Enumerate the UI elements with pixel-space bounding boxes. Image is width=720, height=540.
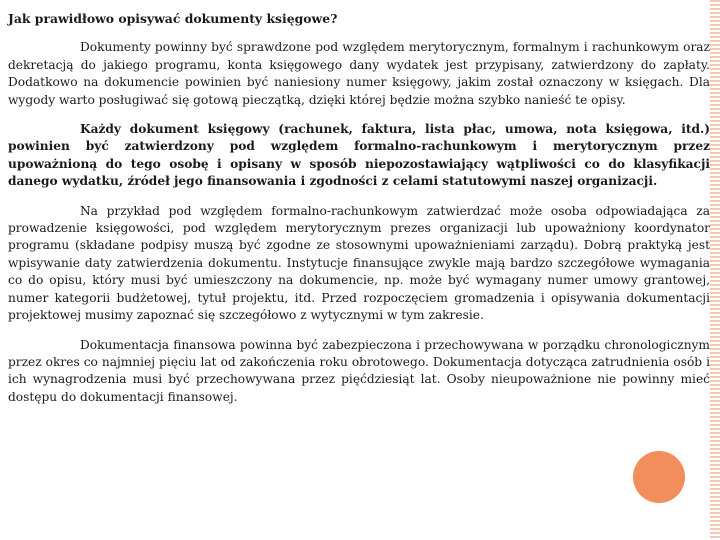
paragraph-document-approval: Każdy dokument księgowy (rachunek, faktura, lista płac, umowa, nota księgowa, itd.) powinien być zatwierdzony pod względem formalno-rachunkowym i merytorycznym przez upoważnioną do tego osobę i opisany w sposób niepozostawiający wątpliwości co do klasyfikacji danego wydatku, źródeł jego finansowania i zgodności z celami statutowymi naszej organizacji. bbox=[8, 122, 710, 189]
slide-content bbox=[8, 10, 710, 406]
slide-heading: Jak prawidłowo opisywać dokumenty księgowe? bbox=[8, 11, 338, 26]
paragraph-approval-example: Na przykład pod względem formalno-rachunkowym zatwierdzać może osoba odpowiadająca za prowadzenie księgowości, pod względem merytorycznym prezes organizacji lub upoważniony koordynator programu (składane podpisy muszą być zgodne ze stosownymi upoważnieniami zarządu). Dobrą praktyką jest wpisywanie daty zatwierdzenia dokumentu. Instytucje finansujące zwykle mają bardzo szczegółowe wymagania co do opisu, który musi być umieszczony na dokumencie, np. może być wymagany numer umowy grantowej, numer kategorii budżetowej, tytuł projektu, itd. Przed rozpoczęciem gromadzenia i opisywania dokumentacji projektowej musimy zapoznać się szczegółowo z wytycznymi w tym zakresie. bbox=[8, 203, 710, 323]
paragraph-document-verification: Dokumenty powinny być sprawdzone pod względem merytorycznym, formalnym i rachunkowym oraz dekretacją do jakiego programu, konta księgowego dany wydatek jest przypisany, zatwierdzony do zapłaty. Dodatkowo na dokumencie powinien być naniesiony numer księgowy, jakim został oznaczony w księgach. Dla wygody warto posługiwać się gotową pieczątką, dzięki której będzie można szybko nanieść te opisy. bbox=[8, 40, 710, 107]
decorative-orange-circle bbox=[633, 451, 685, 503]
decorative-striped-border bbox=[710, 0, 720, 540]
paragraph-document-storage: Dokumentacja finansowa powinna być zabezpieczona i przechowywana w porządku chronologicznym przez okres co najmniej pięciu lat od zakończenia roku obrotowego. Dokumentacja dotycząca zatrudnienia osób i ich wynagrodzenia musi być przechowywana przez pięćdziesiąt lat. Osoby nieupoważnione nie powinny mieć dostępu do dokumentacji finansowej. bbox=[8, 337, 710, 404]
